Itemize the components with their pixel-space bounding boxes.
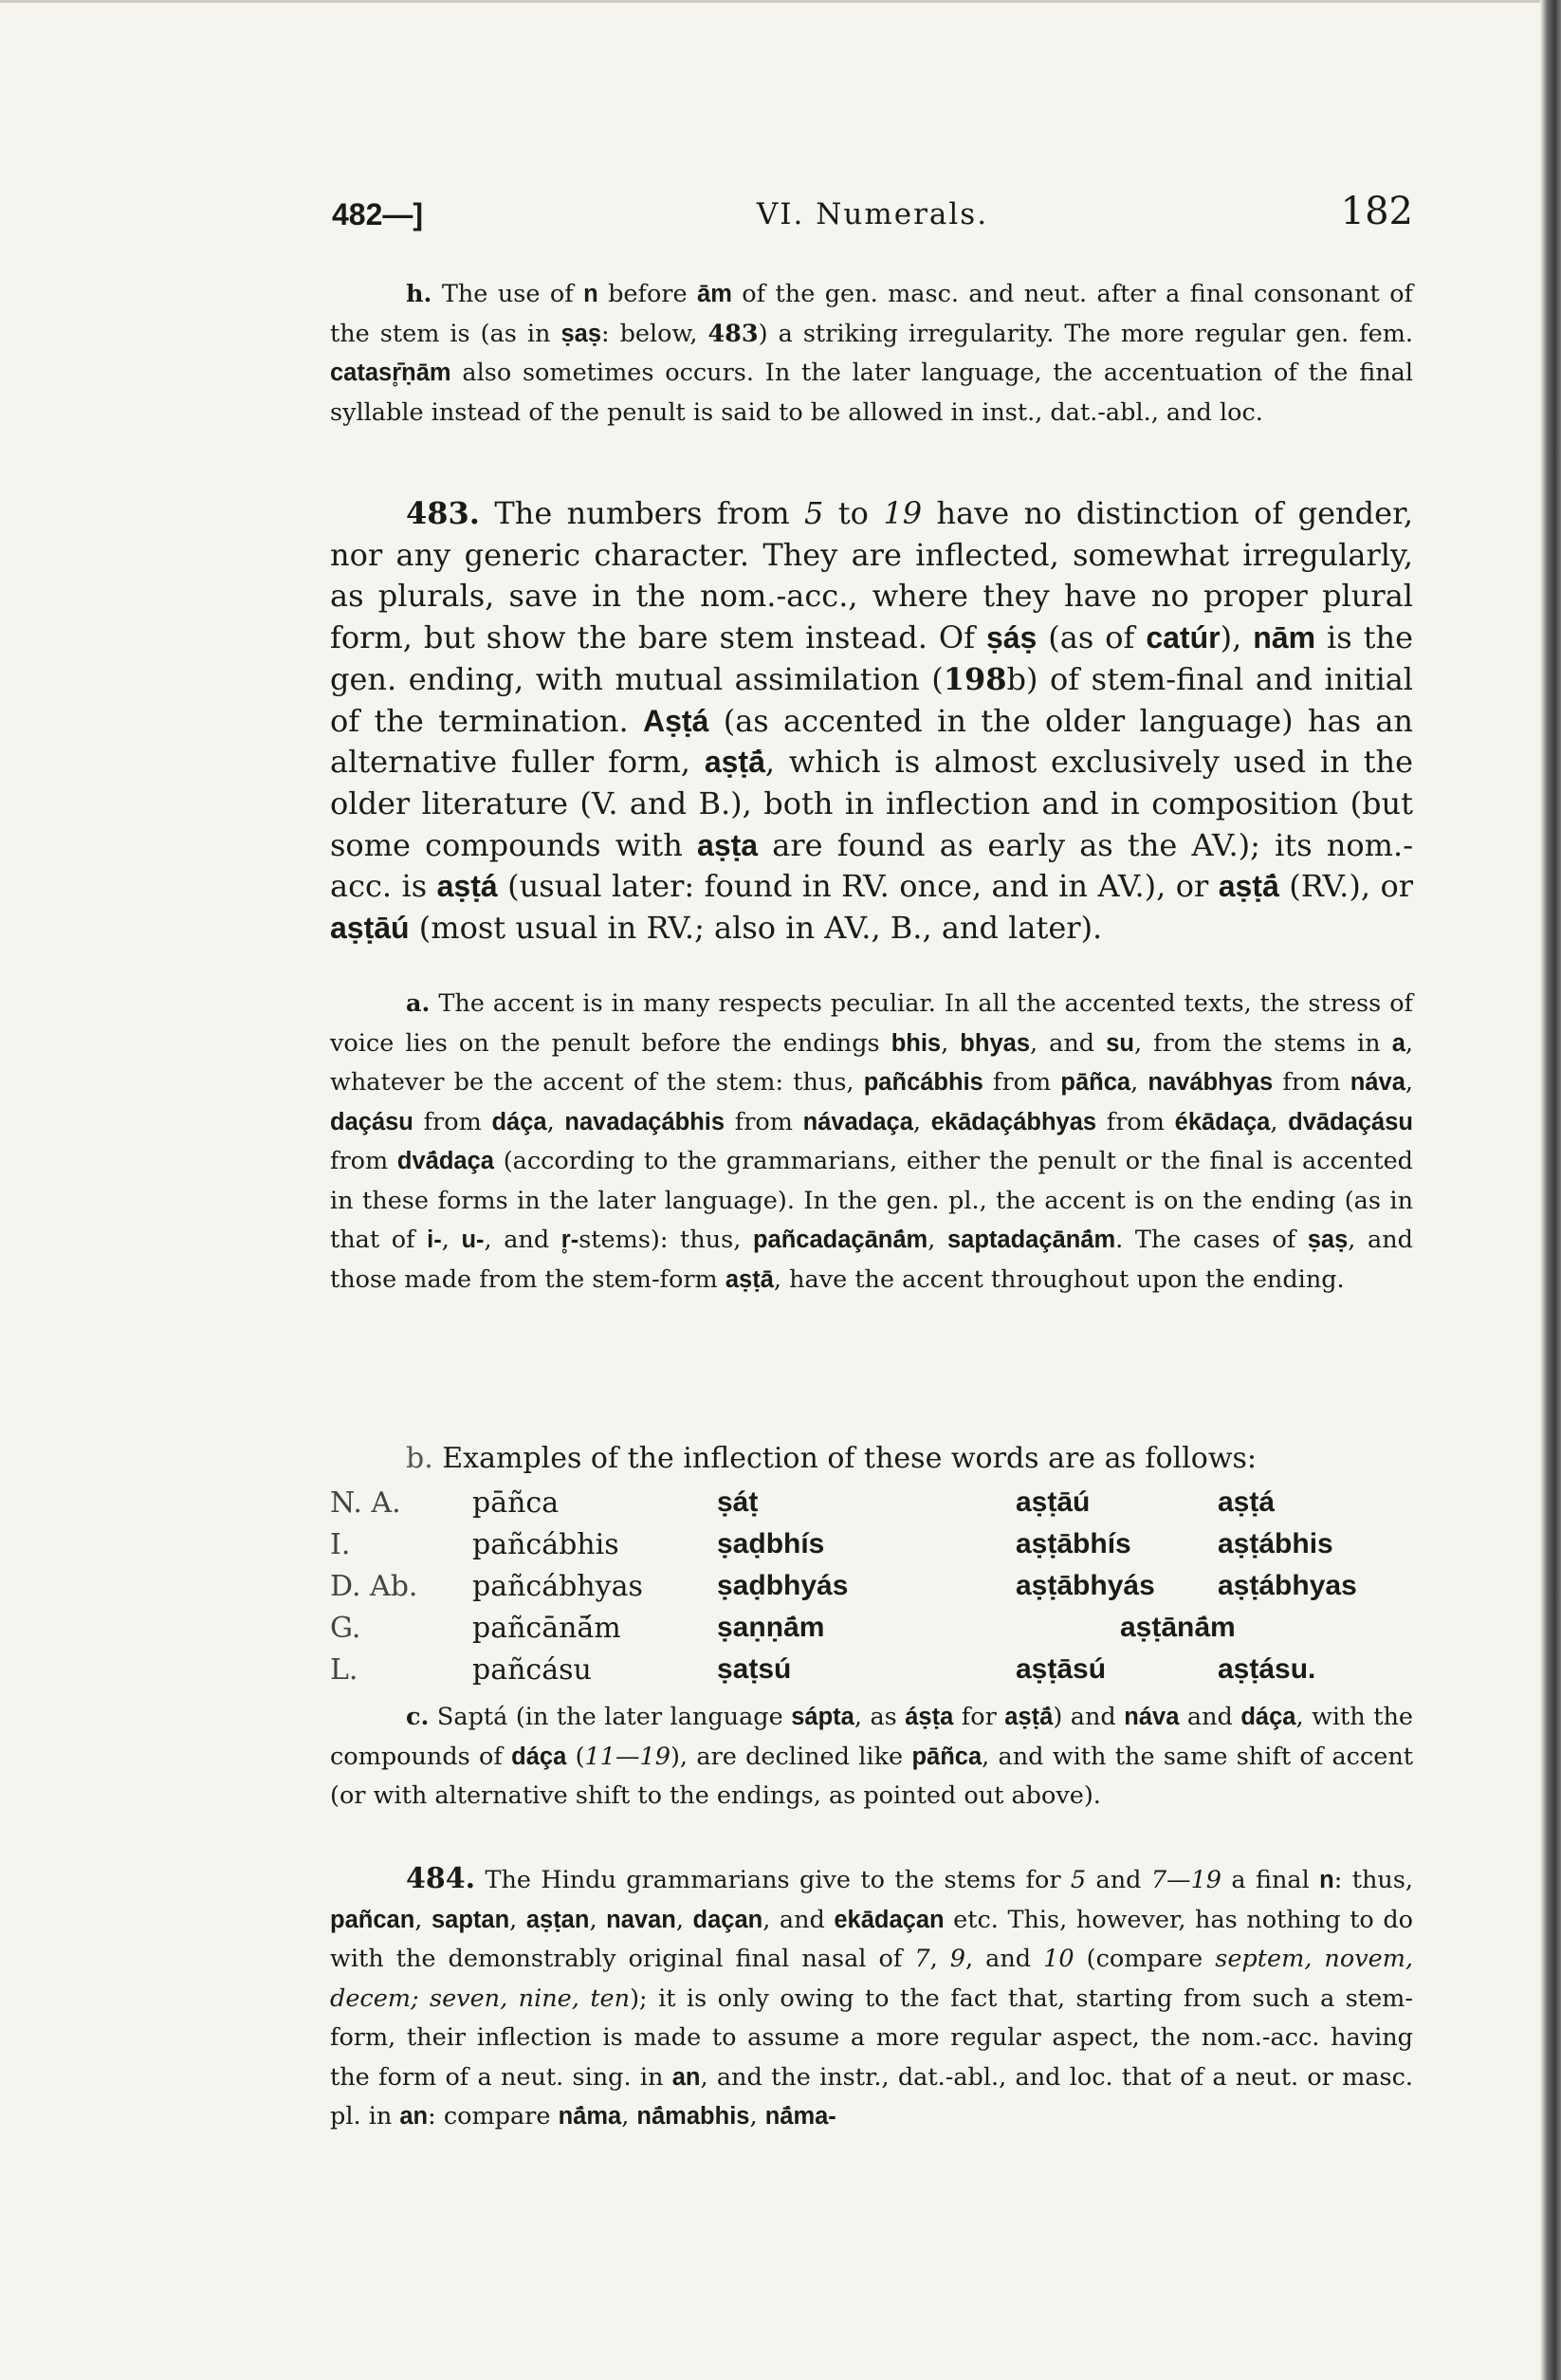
panca-form: pāñca [472,1485,560,1520]
asta-form-b: aṣṭábhis [1218,1528,1333,1559]
inflection-table [330,1482,1407,1690]
sas-form: ṣaṭsú [717,1653,792,1685]
table-row [330,1523,1407,1565]
case-label: D. Ab. [330,1569,418,1603]
sas-form: ṣaḍbhís [717,1528,825,1559]
asta-form-b: aṣṭá [1218,1486,1276,1518]
table-row [330,1649,1407,1690]
para-label: b. [406,1442,433,1475]
sas-form: ṣaṇṇā́m [717,1612,825,1643]
asta-form-a: aṣṭābhís [1016,1528,1131,1559]
case-label: G. [330,1611,361,1645]
para-label: c. [406,1703,430,1731]
asta-form-a: aṣṭāsú [1016,1653,1107,1685]
asta-form-a: aṣṭānā́m [1120,1612,1236,1643]
panca-form: pañcábhis [472,1527,619,1561]
paragraph-483a: a. The accent is in many respects peculiar. In all the accented texts, the stress of voice lies on the penult before the endings bhis, bhyas, and su, from the stems in a, whatever be the accent of the stem: thus, pañcábhis from pāñca, navábhyas from náva, daçásu from dáça, navadaçábhis from návadaça, ekādaçábhyas from ékādaça, dvādaçásu from dvā́daça (according to the grammarians, either the penult or the final is accented in these forms in the later language). In the gen. pl., the accent is on the ending (as in that of i-, u-, and r̥-stems): thus, pañcadaçānā́m, saptadaçānā́m. The cases of ṣaṣ, and those made from the stem-form aṣṭā, have the accent throughout upon the ending. [330,989,1414,1294]
cross-reference: 198 [943,660,1007,697]
asta-form-a: aṣṭāú [1016,1486,1091,1518]
table-row [330,1607,1407,1649]
asta-form-a: aṣṭābhyás [1016,1570,1155,1601]
paragraph-483b: b. Examples of the inflection of these words are as follows: N. A. pāñca ṣáṭ aṣṭāú aṣṭá I. pañcábhis ṣaḍbhís aṣṭābhís aṣṭábhis D. Ab. pañcábhyas ṣaḍbhyás aṣṭābhyás aṣṭábhyas G. pañcānā́m ṣaṇṇā́m aṣṭānā́m L. pañcásu ṣaṭsú aṣṭāsú aṣṭásu. [330,1438,1413,1690]
page-header [332,190,1413,243]
paragraph-483: 483. The numbers from 5 to 19 have no distinction of gender, nor any generic character. They are inflected, somewhat irregularly, as plurals, save in the nom.-acc., where they have no proper plural form, but show the bare stem instead. Of ṣáṣ (as of catúr), nām is the gen. ending, with mutual assimilation (198b) of stem-final and initial of the termination. Aṣṭá (as accented in the older language) has an alternative fuller form, aṣṭā́, which is almost exclusively used in the older literature (V. and B.), both in inflection and in composition (but some compounds with aṣṭa are found as early as the AV.); its nom.-acc. is aṣṭá (usual later: found in RV. once, and in AV.), or aṣṭā́ (RV.), or aṣṭāú (most usual in RV.; also in AV., B., and later). [330,495,1414,947]
case-label: L. [330,1652,358,1687]
paragraph-482h: h. The use of n before ām of the gen. masc. and neut. after a final consonant of the stem is (as in ṣaṣ: below, 483) a striking irregularity. The more regular gen. fem. catasr̥̄ṇām also sometimes occurs. In the later language, the accentuation of the final syllable instead of the penult is said to be allowed in inst., dat.-abl., and loc. [330,280,1414,427]
page-top-edge [0,0,1561,3]
sas-form: ṣáṭ [717,1486,759,1518]
panca-form: pañcásu [472,1652,592,1687]
cross-reference: 483 [707,319,759,348]
paragraph-483c: c. Saptá (in the later language sápta, as áṣṭa for aṣṭā́) and náva and dáça, with the compounds of dáça (11—19), are declined like pāñca, and with the same shift of accent (or with alternative shift to the endings, as pointed out above). [330,1703,1413,1810]
sas-form: ṣaḍbhyás [717,1570,849,1601]
chapter-title: VI. Numerals. [756,197,989,231]
case-label: N. A. [330,1485,401,1520]
book-binding-edge [1540,0,1561,2380]
page-number: 182 [1340,190,1413,233]
section-number: 484. [406,1862,476,1895]
para-label: a. [406,989,431,1018]
asta-form-b: aṣṭábhyas [1218,1570,1357,1601]
asta-form-b: aṣṭásu. [1218,1653,1316,1685]
section-number: 483. [406,495,480,531]
table-row [330,1565,1407,1607]
case-label: I. [330,1527,351,1561]
table-row [330,1482,1407,1523]
paragraph-484: 484. The Hindu grammarians give to the stems for 5 and 7—19 a final n: thus, pañcan, saptan, aṣṭan, navan, daçan, and ekādaçan etc. This, however, has nothing to do with the demonstrably original final nasal of 7, 9, and 10 (compare septem, novem, decem; seven, nine, ten); it is only owing to the fact that, starting from such a stem-form, their inflection is made to assume a more regular aspect, the nom.-acc. having the form of a neut. sing. in an, and the instr., dat.-abl., and loc. that of a neut. or masc. pl. in an: compare nā́ma, nā́mabhis, nā́ma- [330,1862,1414,2131]
section-reference: 482—] [332,197,424,231]
para-label: h. [406,280,432,308]
panca-form: pañcānā́m [472,1611,621,1645]
panca-form: pañcábhyas [472,1569,643,1603]
